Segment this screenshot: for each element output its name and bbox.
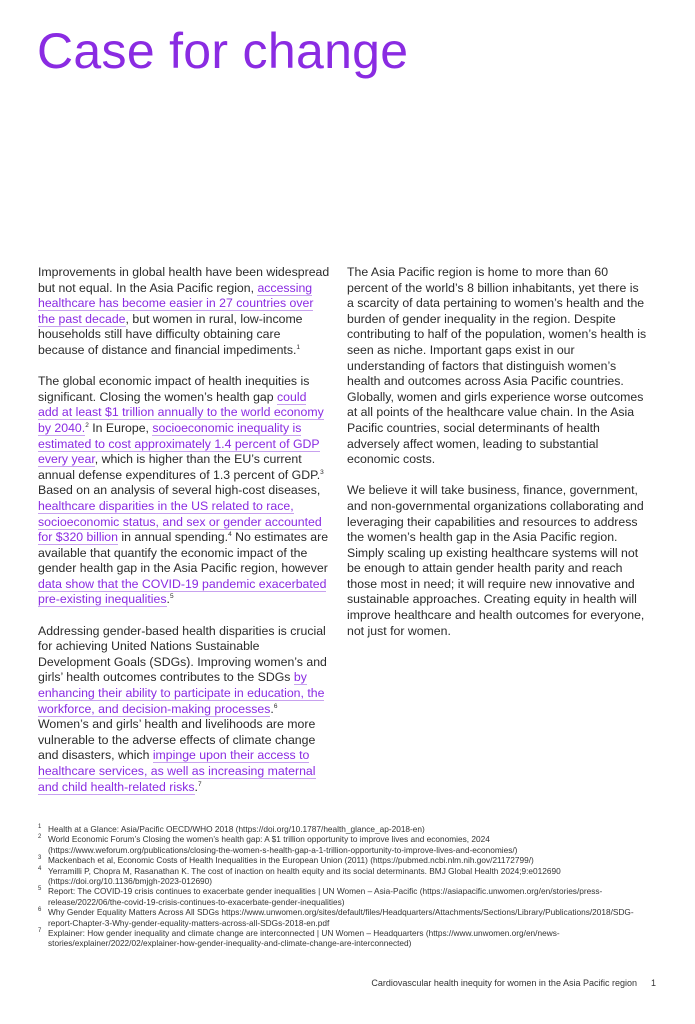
- footnote-ref-3[interactable]: 3: [320, 468, 324, 476]
- footnote-ref-5[interactable]: 5: [169, 593, 174, 601]
- link-socioeconomic-inequality[interactable]: socioeconomic inequality is estimated to cost approximately 1.4 percent of GDP every year: [38, 420, 320, 467]
- paragraph-economic-impact: The global economic impact of health inequities is significant. Closing the women’s health gap could add at least $1 trillion annually to the world economy by 2040.$^2$ In Europe, socioeconomic inequality is estimated to cost approximately 1.4 percent of GDP every year, which is higher than the EU’s current annual defense expenditures of 1.3 percent of GDP.$^3$ Based on an analysis of several high-cost diseases, healthcare disparities in the US related to race, socioeconomic status, and sex or gender accounted for $320 billion in annual spending.$^4$ No estimates are available that quantify the economic impact of the gender health gap in the Asia Pacific region, however data show that the COVID-19 pandemic exacerbated pre-existing inequalities.$^5$: [38, 374, 329, 607]
- page-footer: [280, 978, 656, 988]
- footnote-ref-7[interactable]: 7: [197, 780, 202, 788]
- footnote-item: 4 Yerramilli P, Chopra M, Rasanathan K. The cost of inaction on health equity and its social determinants. BMJ Global Health 2024;9:e012690 (https://doi.org/10.1136/bmjgh-2023-012690): [38, 865, 561, 887]
- paragraph-sdgs: Addressing gender-based health disparities is crucial for achieving United Nations Sustainable Development Goals (SDGs). Improving women’s and girls’ health outcomes contributes to the SDGs by enhancing their ability to participate in education, the workforce, and decision-making processes.$^6$ Women’s and girls’ health and livelihoods are more vulnerable to the adverse effects of climate change and disasters, which impinge upon their access to healthcare services, as well as increasing maternal and child health-related risks.$^7$: [38, 623, 327, 794]
- page-title: Case for change: [37, 23, 409, 79]
- footnote-ref-4[interactable]: 4: [228, 531, 232, 538]
- footnote-item: 3 Mackenbach et al, Economic Costs of Health Inequalities in the European Union (2011) (https://pubmed.ncbi.nlm.nih.gov/21172799/): [38, 855, 534, 866]
- link-covid-inequalities[interactable]: data show that the COVID-19 pandemic exacerbated pre-existing inequalities: [38, 576, 327, 607]
- footnote-ref-2[interactable]: 2: [85, 421, 89, 429]
- footnote-ref-6[interactable]: 6: [273, 702, 278, 710]
- footnote-item: 5 Report: The COVID-19 crisis continues to exacerbate gender inequalities | UN Women – Asia-Pacific (https://asiapacific.unwomen.org/en/stories/press-release/2022/06/the-covid-19-crisis-continues-to-exacerbate-gender-inequalities): [38, 886, 603, 907]
- footnote-item: 7 Explainer: How gender inequality and climate change are interconnected | UN Women – Headquarters (https://www.unwomen.org/en/news-stories/explainer/2022/02/explainer-how-gender-inequality-and-climate-change-are-interconnected): [38, 928, 560, 949]
- paragraph-we-believe: We believe it will take business, finance, government, and non-governmental organizations collaborating and leveraging their capabilities and resources to address the women’s health gap in the Asia Pacific region. Simply scaling up existing healthcare systems will not be enough to attain gender health parity and reach those most in need; it will require new innovative and sustainable approaches. Creating equity in health will improve healthcare and health outcomes for everyone, not just for women.: [347, 483, 645, 638]
- footnote-ref-1[interactable]: 1: [296, 343, 301, 351]
- footnote-item: 6 Why Gender Equality Matters Across All SDGs https://www.unwomen.org/sites/default/files/Headquarters/Attachments/Sections/Library/Publications/2018/SDG-report-Chapter-3-Why-gender-equality-matters-across-all-SDGs-2018-en.pdf: [38, 907, 634, 928]
- link-enhancing-participation[interactable]: by enhancing their ability to participate in education, the workforce, and decision-making processes: [38, 670, 325, 716]
- footnotes: [38, 824, 648, 949]
- footer-document-title: Cardiovascular health inequity for women in the Asia Pacific region: [371, 978, 637, 988]
- footnote-item: 1 Health at a Glance: Asia/Pacific OECD/WHO 2018 (https://doi.org/10.1787/health_glance_ap-2018-en): [38, 824, 425, 834]
- right-column: [347, 265, 647, 655]
- link-impinge-access[interactable]: impinge upon their access to healthcare services, as well as increasing maternal and child health-related risks: [38, 748, 316, 794]
- footnote-item: 2 World Economic Forum’s Closing the women’s health gap: A $1 trillion opportunity to improve lives and economies, 2024 (https://www.weforum.org/publications/closing-the-women-s-health-gap-a-1-trillion-opportunity-to-improve-lives-and-economies/): [38, 834, 518, 855]
- page-number: 1: [650, 978, 656, 988]
- paragraph-asia-pacific: The Asia Pacific region is home to more than 60 percent of the world’s 8 billion inhabitants, yet there is a scarcity of data pertaining to women’s health and the burden of gender inequality in the region. Despite contributing to half of the population, women’s health is seen as niche. Important gaps exist in our understanding of factors that distinguish women’s health and outcomes across Asia Pacific countries. Globally, women and girls experience worse outcomes at all points of the healthcare value chain. In the Asia Pacific countries, social determinants of health adversely affect women, leading to substantial economic costs.: [347, 265, 647, 467]
- link-accessing-healthcare[interactable]: accessing healthcare has become easier in 27 countries over the past decade: [38, 280, 314, 326]
- link-trillion-annually[interactable]: could add at least $1 trillion annually to the world economy by 2040.: [38, 389, 324, 435]
- link-us-healthcare-disparities[interactable]: healthcare disparities in the US related to race, socioeconomic status, and sex or gender accounted for $320 billion: [38, 498, 322, 545]
- paragraph-global-health: Improvements in global health have been widespread but not equal. In the Asia Pacific region, accessing healthcare has become easier in 27 countries over the past decade, but women in rural, low-income households still have difficulty obtaining care because of distance and financial impediments.$^1$: [38, 265, 330, 357]
- left-column: [38, 265, 330, 811]
